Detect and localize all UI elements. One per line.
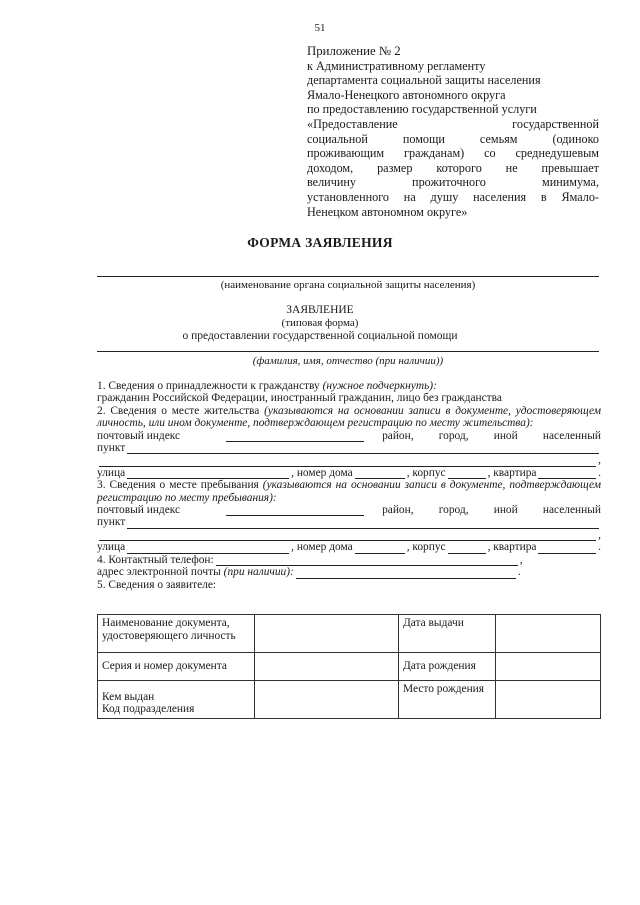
statement-title: ЗАЯВЛЕНИЕ: [286, 304, 354, 316]
issue-date-label: Дата выдачи: [399, 615, 496, 653]
residence-street-field[interactable]: [127, 468, 289, 479]
full-name-field[interactable]: [97, 351, 599, 352]
statement-purpose: о предоставлении государственной социальной помощи: [182, 330, 458, 342]
residence-postal-index-field[interactable]: [226, 431, 364, 442]
table-row: [98, 653, 601, 681]
stay-house-field[interactable]: [355, 543, 405, 554]
agency-name-field[interactable]: [97, 276, 599, 277]
birth-place-label: Место рождения: [399, 681, 496, 719]
phone-field[interactable]: [216, 555, 518, 566]
residence-settlement-field[interactable]: [127, 443, 599, 454]
appendix-line: величину прожиточного минимума,: [307, 175, 599, 190]
appendix-line: доходом, размер которого не превышает: [307, 160, 599, 175]
stay-apartment-field[interactable]: [538, 543, 596, 554]
residence-house-field[interactable]: [355, 468, 405, 479]
table-row: [98, 681, 601, 719]
issue-date-cell[interactable]: [496, 615, 601, 653]
agency-caption: (наименование органа социальной защиты населения): [220, 279, 476, 291]
appendix-line: к Административному регламенту: [307, 58, 486, 73]
appendix-block: [307, 44, 599, 219]
appendix-title: Приложение № 2: [307, 44, 401, 58]
appendix-line: социальной помощи семьям (одиноко: [307, 131, 599, 146]
section-1-heading: 1. Сведения о принадлежности к гражданству (нужное подчеркнуть):: [97, 380, 437, 392]
stay-building-field[interactable]: [448, 543, 486, 554]
stay-index-row: почтовый индекс район, город, иной населенный: [97, 504, 601, 517]
statement-subtitle: (типовая форма): [281, 317, 359, 329]
series-number-label: Серия и номер документа: [98, 653, 255, 681]
residence-settlement-row: пункт: [97, 442, 601, 454]
stay-street-row: улица , номер дома , корпус , квартира .: [97, 541, 601, 554]
section-5-heading: 5. Сведения о заявителе:: [97, 578, 217, 591]
appendix-line: Ненецком автономном округе»: [307, 204, 468, 219]
appendix-line: по предоставлению государственной услуги: [307, 102, 537, 117]
stay-postal-index-field[interactable]: [226, 505, 364, 516]
residence-building-field[interactable]: [448, 468, 486, 479]
birth-date-label: Дата рождения: [399, 653, 496, 681]
residence-extra-field[interactable]: [99, 456, 596, 467]
issued-by-cell[interactable]: [255, 681, 399, 719]
residence-apartment-field[interactable]: [538, 468, 596, 479]
phone-row: 4. Контактный телефон: ,: [97, 553, 523, 566]
applicant-table: [97, 614, 601, 719]
stay-extra-row: ,: [97, 529, 601, 541]
table-row: [98, 615, 601, 653]
section-2-heading: 2. Сведения о месте жительства (указываются на основании записи в документе, удостоверяющем личность, или ином документе, подтверждающем регистрацию по месту жительства):: [97, 404, 601, 430]
email-field[interactable]: [296, 568, 516, 579]
form-body: [97, 380, 601, 591]
appendix-line: проживающим гражданам) со среднедушевым: [307, 146, 599, 161]
series-number-cell[interactable]: [255, 653, 399, 681]
issued-by-label: Кем выдан Код подразделения: [98, 681, 255, 719]
appendix-line: Ямало-Ненецкого автономного округа: [307, 87, 506, 102]
section-3-heading: 3. Сведения о месте пребывания (указываются на основании записи в документе, подтверждающем регистрацию по месту пребывания):: [97, 479, 602, 504]
doc-name-label: Наименование документа, удостоверяющего личность: [98, 615, 255, 653]
stay-street-field[interactable]: [127, 543, 289, 554]
stay-extra-field[interactable]: [99, 530, 596, 541]
page-number: 51: [314, 22, 326, 34]
residence-index-row: почтовый индекс район, город, иной населенный: [97, 429, 601, 442]
birth-date-cell[interactable]: [496, 653, 601, 681]
email-row: адрес электронной почты (при наличии): .: [97, 566, 521, 579]
appendix-line: департамента социальной защиты населения: [307, 73, 541, 88]
appendix-line: «Предоставление государственной: [307, 116, 599, 131]
form-title: ФОРМА ЗАЯВЛЕНИЯ: [247, 235, 393, 250]
doc-name-cell[interactable]: [255, 615, 399, 653]
birth-place-cell[interactable]: [496, 681, 601, 719]
appendix-line: установленного на душу населения в Ямало-: [307, 189, 599, 204]
stay-settlement-row: пункт: [97, 516, 601, 528]
residence-street-row: улица , номер дома , корпус , квартира .: [97, 466, 601, 479]
full-name-caption: (фамилия, имя, отчество (при наличии)): [252, 355, 444, 367]
residence-extra-row: ,: [97, 454, 601, 466]
stay-settlement-field[interactable]: [127, 518, 599, 529]
citizenship-options[interactable]: гражданин Российской Федерации, иностранный гражданин, лицо без гражданства: [97, 392, 502, 405]
